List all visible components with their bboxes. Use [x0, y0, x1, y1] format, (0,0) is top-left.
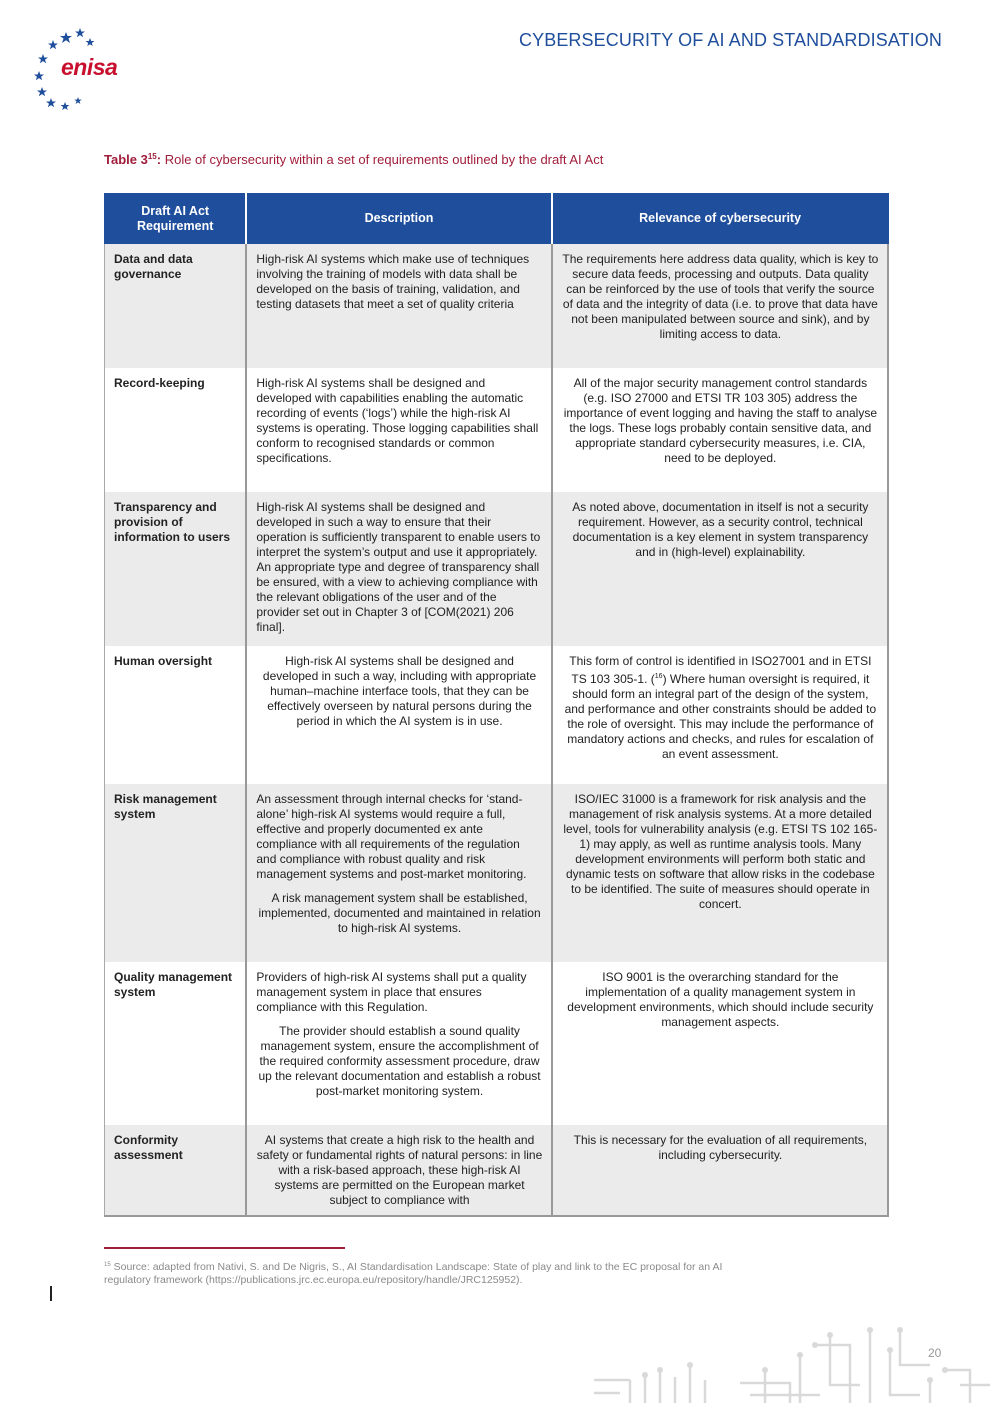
- page-number: 20: [928, 1346, 942, 1360]
- table-row: [105, 1125, 889, 1216]
- table-row: [105, 784, 889, 962]
- caption-colon: :: [156, 152, 162, 167]
- table-row: [105, 244, 889, 368]
- description-cell: High-risk AI systems shall be designed and developed in such a way, including with appropriate human–machine interface tools, that they can be effectively overseen by natural persons during the period in which the AI system is in use.: [246, 646, 551, 784]
- description-cell: High-risk AI systems shall be designed and developed in such a way to ensure that their operation is sufficiently transparent to enable users to interpret the system’s output and use it appropriately. An appropriate type and degree of transparency shall be ensured, with a view to achieving compliance with the relevant obligations of the user and of the provider set out in Chapter 3 of [COM(2021) 206 final].: [246, 492, 551, 646]
- description-cell: [246, 962, 551, 1125]
- logo-wordmark: enisa: [61, 54, 118, 80]
- header-requirement: Draft AI Act Requirement: [105, 193, 247, 244]
- caption-text: Role of cybersecurity within a set of requirements outlined by the draft AI Act: [161, 152, 604, 167]
- description-paragraph-2: The provider should establish a sound quality management system, ensure the accomplishment of the required conformity assessment procedure, draw up the relevant documentation and establish a robust post-market monitoring system.: [258, 1024, 541, 1098]
- description-cell: High-risk AI systems shall be designed and developed with capabilities enabling the automatic recording of events (‘logs’) while the high-risk AI systems is operating. Those logging capabilities shall conform to recognised standards or common specifications.: [246, 368, 551, 492]
- caption-footnote-ref[interactable]: 15: [147, 152, 157, 161]
- description-cell: AI systems that create a high risk to the health and safety or fundamental rights of natural persons: in line with a risk-based approach, these high-risk AI systems are permitted on the European market subject to compliance with: [246, 1125, 551, 1216]
- requirement-cell: Transparency and provision of information to users: [105, 492, 247, 646]
- requirement-cell: Data and data governance: [105, 244, 247, 368]
- description-paragraph: Providers of high-risk AI systems shall put a quality management system in place that ensures compliance with this Regulation.: [256, 970, 527, 1014]
- description-paragraph: An assessment through internal checks for ‘stand-alone’ high-risk AI systems would require a full, effective and properly documented ex ante compliance with all requirements of the regulation and compliance with robust quality and risk management systems and post-market monitoring.: [256, 792, 527, 881]
- relevance-footnote-ref[interactable]: 16: [654, 673, 663, 680]
- table-row: [105, 368, 889, 492]
- table-row: [105, 962, 889, 1125]
- relevance-cell: This is necessary for the evaluation of all requirements, including cybersecurity.: [552, 1125, 888, 1216]
- table-header-row: [105, 193, 889, 244]
- relevance-text-cont: ) Where human oversight is required, it should form an integral part of the design of the system, and performance and other constraints should be added to the role of oversight. This may include the performance of mandatory actions and checks, and rules for escalation of an event assessment.: [564, 672, 877, 761]
- requirement-cell: Human oversight: [105, 646, 247, 784]
- footnote-text: Source: adapted from Nativi, S. and De Nigris, S., AI Standardisation Landscape: State of play and link to the EC proposal for an AI regulatory framework (https://publications.jrc.ec.europa.eu/repository/handle/JRC125952).: [104, 1261, 723, 1286]
- description-cell: [246, 784, 551, 962]
- relevance-cell: All of the major security management control standards (e.g. ISO 27000 and ETSI TR 103 305) address the importance of event logging and having the staff to analyse the logs. These logs probably contain sensitive data, and appropriate standard cybersecurity measures, i.e. CIA, need to be deployed.: [552, 368, 888, 492]
- table-row: [105, 492, 889, 646]
- footnote-divider: [104, 1247, 345, 1249]
- footnote: [104, 1259, 724, 1287]
- relevance-cell: ISO 9001 is the overarching standard for the implementation of a quality management system in development environments, which should include security management aspects.: [552, 962, 888, 1125]
- requirement-cell: Conformity assessment: [105, 1125, 247, 1216]
- requirement-cell: Risk management system: [105, 784, 247, 962]
- relevance-cell: The requirements here address data quality, which is key to secure data feeds, processing and outputs. Data quality can be reinforced by the use of tools that verify the source of data and the integrity of data (i.e. to prove that data have not been manipulated between source and sink), and by limiting access to data.: [552, 244, 888, 368]
- relevance-text: This form of control is identified in ISO27001 and in ETSI TS 103 305-1. (: [569, 654, 872, 686]
- description-paragraph-2: A risk management system shall be established, implemented, documented and maintained in relation to high-risk AI systems.: [258, 891, 541, 935]
- document-title: CYBERSECURITY OF AI AND STANDARDISATION: [519, 30, 942, 50]
- relevance-cell: ISO/IEC 31000 is a framework for risk analysis and the management of risk analysis systems. At a more detailed level, tools for vulnerability analysis (e.g. ETSI TS 102 165-1) may apply, as well as runtime analysis tools. Many development environments will perform both static and dynamic tests on software that allow risks in the codebase to be identified. The suite of measures should operate in concert.: [552, 784, 888, 962]
- caption-label: Table 3: [104, 152, 148, 167]
- header-description: Description: [246, 193, 551, 244]
- change-bar: [50, 1286, 52, 1301]
- relevance-cell: As noted above, documentation in itself is not a security requirement. However, as a security control, technical documentation is a key element in system transparency and in (high-level) explainability.: [552, 492, 888, 646]
- requirement-cell: Record-keeping: [105, 368, 247, 492]
- circuit-decoration-icon: [590, 1325, 992, 1403]
- table-caption: [104, 152, 603, 167]
- header-relevance: Relevance of cybersecurity: [552, 193, 888, 244]
- requirements-table: [104, 193, 889, 1217]
- description-cell: High-risk AI systems which make use of techniques involving the training of models with data shall be developed on the basis of training, validation, and testing datasets that meet a set of quality criteria: [246, 244, 551, 368]
- relevance-cell: [552, 646, 888, 784]
- enisa-logo: [28, 26, 128, 116]
- footnote-number: 15: [104, 1262, 111, 1268]
- requirement-cell: Quality management system: [105, 962, 247, 1125]
- table-row: [105, 646, 889, 784]
